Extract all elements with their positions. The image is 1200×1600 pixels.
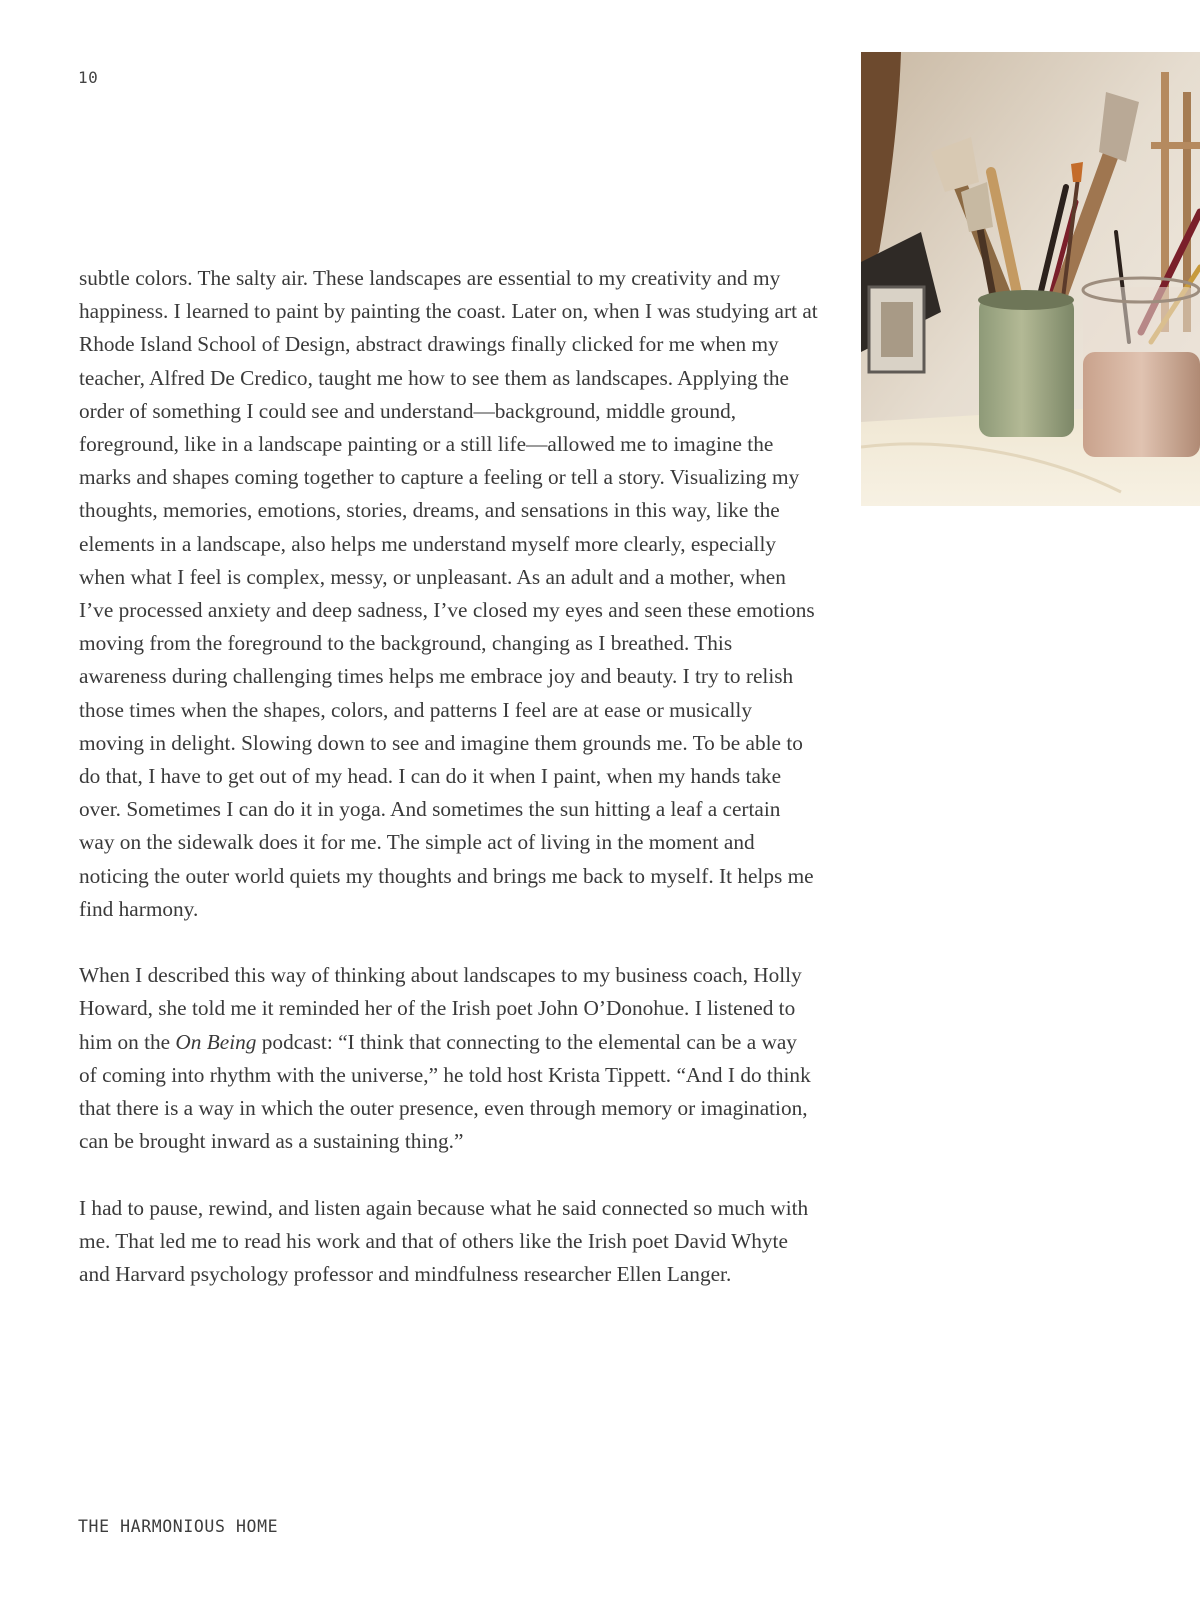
paragraph-3: I had to pause, rewind, and listen again because what he said connected so much with me. That led me to read his work and that of others like the Irish poet David Whyte and Harvard psychology professor and mindfulness researcher Ellen Langer.	[79, 1195, 809, 1287]
article-body	[79, 262, 819, 1291]
page-number: 10	[78, 68, 99, 87]
running-footer: THE HARMONIOUS HOME	[78, 1517, 279, 1536]
podcast-title: On Being	[175, 1029, 257, 1054]
paragraph-1: subtle colors. The salty air. These landscapes are essential to my creativity and my happiness. I learned to paint by painting the coast. Later on, when I was studying art at Rhode Island School of Design, abstract drawings finally clicked for me when my teacher, Alfred De Credico, taught me how to see them as landscapes. Applying the order of something I could see and understand—background, middle ground, foreground, like in a landscape painting or a still life—allowed me to imagine the marks and shapes coming together to capture a feeling or tell a story. Visualizing my thoughts, memories, emotions, stories, dreams, and sensations in this way, like the elements in a landscape, also helps me understand myself more clearly, especially when what I feel is complex, messy, or unpleasant. As an adult and a mother, when I’ve processed anxiety and deep sadness, I’ve closed my eyes and seen these emotions moving from the foreground to the background, changing as I breathed. This awareness during challenging times helps me embrace joy and beauty. I try to relish those times when the shapes, colors, and patterns I feel are at ease or musically moving in delight. Slowing down to see and imagine them grounds me. To be able to do that, I have to get out of my head. I can do it when I paint, when my hands take over. Sometimes I can do it in yoga. And sometimes the sun hitting a leaf a certain way on the sidewalk does it for me. The simple act of living in the moment and noticing the outer world quiets my thoughts and brings me back to myself. It helps me find harmony.	[79, 266, 818, 921]
paragraph-2-lead: When I described this way of thinking about landscapes to my business coach, Holly Howard, she told me it reminded her of the Irish poet John O’Donohue. I listened to him on the	[79, 963, 802, 1054]
paragraph-2	[79, 959, 819, 1158]
brushes-photo	[861, 52, 1200, 506]
paragraph-2-rest: podcast: “I think that connecting to the elemental can be a way of coming into rhythm with the universe,” he told host Krista Tippett. “And I do think that there is a way in which the outer presence, even through memory or imagination, can be brought inward as a sustaining thing.”	[79, 1029, 811, 1154]
